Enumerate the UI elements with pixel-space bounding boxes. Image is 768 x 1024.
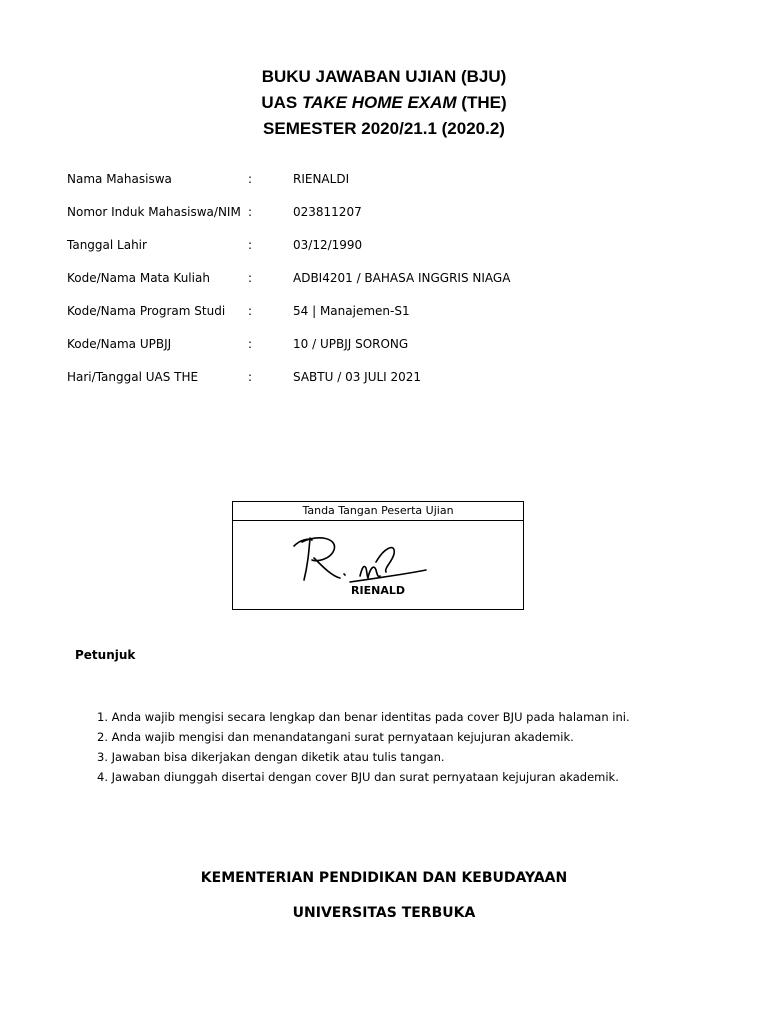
info-label: Tanggal Lahir <box>67 238 147 252</box>
list-item: 1. Anda wajib mengisi secara lengkap dan benar identitas pada cover BJU pada halaman ini. <box>97 710 630 724</box>
signature-name: RIENALD <box>351 584 405 597</box>
info-label: Hari/Tanggal UAS THE <box>67 370 199 384</box>
list-item: 4. Jawaban diunggah disertai dengan cover BJU dan surat pernyataan kejujuran akademik. <box>97 770 619 784</box>
instruction-list <box>97 707 630 787</box>
info-value: 54 | Manajemen-S1 <box>293 304 410 318</box>
info-value: 03/12/1990 <box>293 238 363 252</box>
info-colon: : <box>248 238 253 252</box>
signature-box <box>232 501 524 610</box>
title-line-3: SEMESTER 2020/21.1 (2020.2) <box>263 119 505 138</box>
info-value: ADBI4201 / BAHASA INGGRIS NIAGA <box>293 271 511 285</box>
info-label: Kode/Nama Program Studi <box>67 304 226 318</box>
info-value: SABTU / 03 JULI 2021 <box>293 370 422 384</box>
title-line-1: BUKU JAWABAN UJIAN (BJU) <box>261 67 507 86</box>
info-colon: : <box>248 337 253 351</box>
info-value: RIENALDI <box>293 172 350 186</box>
title-line-2-prefix: UAS <box>261 93 302 112</box>
info-colon: : <box>248 304 253 318</box>
info-colon: : <box>248 271 253 285</box>
list-item: 3. Jawaban bisa dikerjakan dengan diketik atau tulis tangan. <box>97 750 445 764</box>
info-value: 10 / UPBJJ SORONG <box>293 337 409 351</box>
info-value: 023811207 <box>293 205 362 219</box>
info-label: Kode/Nama Mata Kuliah <box>67 271 210 285</box>
info-label: Nama Mahasiswa <box>67 172 172 186</box>
info-colon: : <box>248 370 253 384</box>
ministry-name: KEMENTERIAN PENDIDIKAN DAN KEBUDAYAAN <box>200 870 568 886</box>
signature-header: Tanda Tangan Peserta Ujian <box>233 502 523 521</box>
university-name: UNIVERSITAS TERBUKA <box>292 905 476 921</box>
title-line-2-suffix: (THE) <box>456 93 507 112</box>
info-label: Kode/Nama UPBJJ <box>67 337 172 351</box>
info-colon: : <box>248 205 253 219</box>
title-line-2 <box>0 90 768 116</box>
petunjuk-heading: Petunjuk <box>75 648 136 662</box>
info-label: Nomor Induk Mahasiswa/NIM <box>67 205 241 219</box>
document-title <box>0 64 768 142</box>
title-line-2-italic: TAKE HOME EXAM <box>302 93 457 112</box>
list-item: 2. Anda wajib mengisi dan menandatangani surat pernyataan kejujuran akademik. <box>97 730 574 744</box>
handwritten-signature <box>288 528 438 588</box>
info-colon: : <box>248 172 253 186</box>
